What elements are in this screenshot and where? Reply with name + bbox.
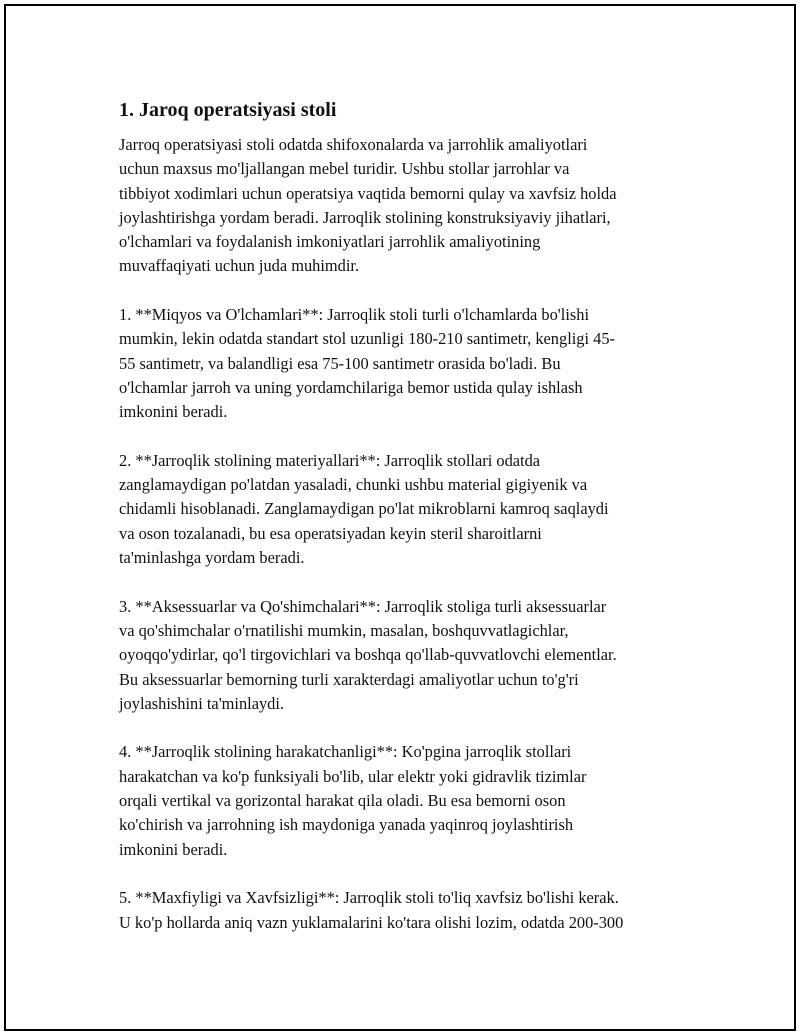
paragraph-accessories — [119, 595, 689, 716]
text-line: 5. **Maxfiyligi va Xavfsizligi**: Jarroqlik stoli to'liq xavfsiz bo'lishi kerak. — [119, 888, 619, 908]
paragraph-materials — [119, 449, 689, 570]
text-line: mumkin, lekin odatda standart stol uzunligi 180-210 santimetr, kengligi 45- — [119, 329, 615, 349]
text-line: 2. **Jarroqlik stolining materiyallari**: Jarroqlik stollari odatda — [119, 450, 541, 470]
text-line: 1. **Miqyos va O'lchamlari**: Jarroqlik stoli turli o'lchamlarda bo'lishi — [119, 305, 589, 325]
text-line: zanglamaydigan po'latdan yasaladi, chunki ushbu material gigiyenik va — [119, 475, 588, 495]
text-line: o'lchamlar jarroh va uning yordamchilariga bemor ustida qulay ishlash — [119, 377, 583, 397]
text-line: orqali vertikal va gorizontal harakat qila oladi. Bu esa bemorni oson — [119, 791, 566, 811]
paragraph-size — [119, 303, 689, 424]
text-line: joylashishini ta'minlaydi. — [119, 693, 285, 713]
text-line: tibbiyot xodimlari uchun operatsiya vaqtida bemorni qulay va xavfsiz holda — [119, 183, 617, 203]
text-line: va qo'shimchalar o'rnatilishi mumkin, masalan, boshquvvatlagichlar, — [119, 620, 569, 640]
paragraph-safety — [119, 886, 689, 935]
text-line: Bu aksessuarlar bemorning turli xarakterdagi amaliyotlar uchun to'g'ri — [119, 669, 579, 689]
text-line: chidamli hisoblanadi. Zanglamaydigan po'lat mikroblarni kamroq saqlaydi — [119, 499, 609, 519]
text-line: va oson tozalanadi, bu esa operatsiyadan keyin steril sharoitlarni — [119, 523, 542, 543]
paragraph-mobility — [119, 740, 689, 861]
text-line: Jarroq operatsiyasi stoli odatda shifoxonalarda va jarrohlik amaliyotlari — [119, 135, 588, 154]
document-title: 1. Jaroq operatsiyasi stoli — [119, 99, 337, 121]
paragraph-intro — [119, 133, 689, 279]
text-line: 55 santimetr, va balandligi esa 75-100 santimetr orasida bo'ladi. Bu — [119, 353, 561, 373]
text-line: o'lchamlari va foydalanish imkoniyatlari jarrohlik amaliyotining — [119, 232, 541, 252]
text-line: muvaffaqiyati uchun juda muhimdir. — [119, 256, 360, 276]
text-line: joylashtirishga yordam beradi. Jarroqlik stolining konstruksiyaviy jihatlari, — [119, 207, 611, 227]
text-line: imkonini beradi. — [119, 402, 228, 422]
text-line: imkonini beradi. — [119, 839, 228, 859]
text-line: 3. **Aksessuarlar va Qo'shimchalari**: Jarroqlik stoliga turli aksessuarlar — [119, 596, 607, 616]
text-line: uchun maxsus mo'ljallangan mebel turidir. Ushbu stollar jarrohlar va — [119, 159, 570, 179]
document-page — [4, 4, 796, 1031]
text-line: ta'minlashga yordam beradi. — [119, 548, 305, 568]
text-line: ko'chirish va jarrohning ish maydoniga yanada yaqinroq joylashtirish — [119, 815, 574, 835]
text-line: harakatchan va ko'p funksiyali bo'lib, ular elektr yoki gidravlik tizimlar — [119, 766, 587, 786]
text-line: 4. **Jarroqlik stolining harakatchanligi**: Ko'pgina jarroqlik stollari — [119, 742, 572, 762]
text-line: U ko'p hollarda aniq vazn yuklamalarini ko'tara olishi lozim, odatda 200-300 — [119, 912, 624, 932]
document-body — [119, 98, 689, 959]
text-line: oyoqqo'ydirlar, qo'l tirgovichlari va boshqa qo'llab-quvvatlovchi elementlar. — [119, 645, 617, 665]
